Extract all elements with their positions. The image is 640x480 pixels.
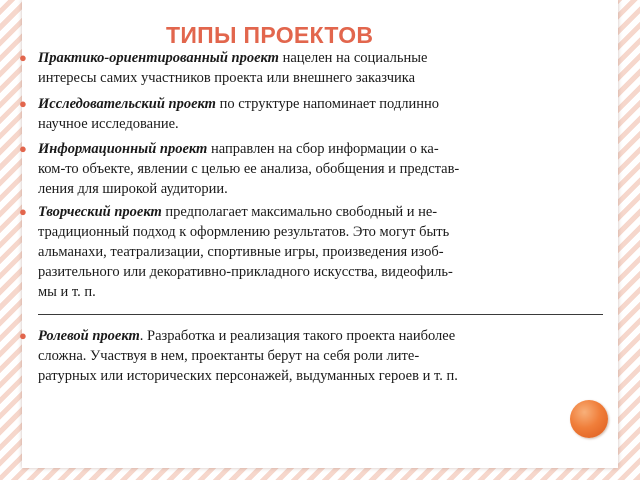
divider [38, 314, 603, 315]
list-item-role-project [19, 326, 603, 386]
bullet-icon: ● [19, 141, 27, 156]
item-line: мы и т. п. [38, 284, 96, 300]
item-label: Ролевой проект [38, 328, 140, 344]
list-item-research-project [19, 94, 603, 134]
item-line: альманахи, театрализации, спортивные игры, произведения изоб- [38, 244, 444, 260]
bullet-icon: ● [19, 50, 27, 65]
item-line: научное исследование. [38, 116, 179, 132]
bullet-icon: ● [19, 204, 27, 219]
item-first-line: Исследовательский проект по структуре напоминает подлинно [38, 96, 440, 112]
item-label: Исследовательский проект [38, 96, 216, 112]
item-line: разительного или декоративно-прикладного искусства, видеофиль- [38, 264, 453, 280]
list-item-practice-project [19, 48, 603, 88]
bullet-icon: ● [19, 96, 27, 111]
item-label: Информационный проект [38, 141, 208, 157]
bullet-icon: ● [19, 328, 27, 343]
item-line: ления для широкой аудитории. [38, 181, 228, 197]
item-first-line: Практико-ориентированный проект нацелен на социальные [38, 50, 428, 66]
slide-title: ТИПЫ ПРОЕКТОВ [166, 22, 374, 48]
item-first-line: Ролевой проект. Разработка и реализация такого проекта наиболее [38, 328, 456, 344]
item-label: Творческий проект [38, 204, 162, 220]
item-line: ратурных или исторических персонажей, выдуманных героев и т. п. [38, 368, 458, 384]
orange-circle-icon [570, 400, 608, 438]
item-first-line: Информационный проект направлен на сбор информации о ка- [38, 141, 439, 157]
item-line: интересы самих участников проекта или внешнего заказчика [38, 70, 416, 86]
item-first-line: Творческий проект предполагает максимально свободный и не- [38, 204, 438, 220]
item-line: традиционный подход к оформлению результатов. Это могут быть [38, 224, 450, 240]
item-label: Практико-ориентированный проект [38, 50, 279, 66]
item-line: сложна. Участвуя в нем, проектанты берут на себя роли лите- [38, 348, 420, 364]
item-line: ком-то объекте, явлении с целью ее анализа, обобщения и представ- [38, 161, 460, 177]
list-item-creative-project [19, 202, 603, 302]
list-item-information-project [19, 139, 603, 199]
